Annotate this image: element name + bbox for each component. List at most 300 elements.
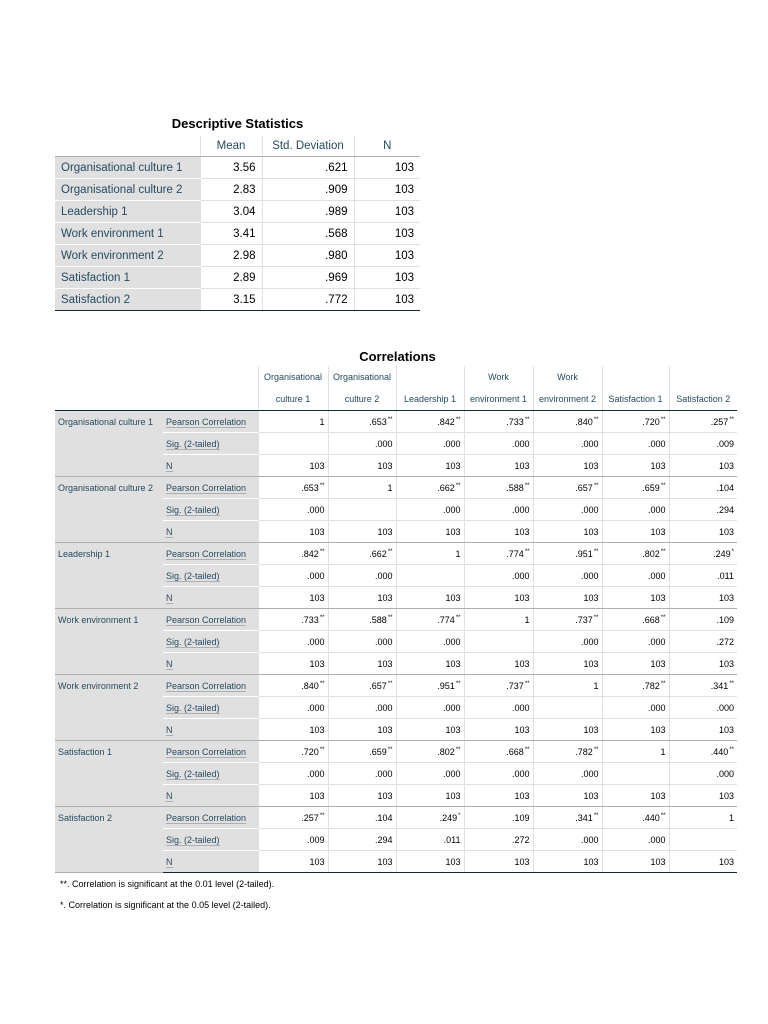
cell-sd: .772 [262, 289, 354, 311]
correlation-cell: .000 [464, 499, 533, 521]
correlation-cell: .000 [669, 697, 737, 719]
correlation-cell: 103 [464, 719, 533, 741]
significance-marker: ** [729, 680, 734, 687]
variable-label: Satisfaction 1 [55, 741, 163, 807]
correlation-cell: 103 [328, 455, 396, 477]
correlation-cell [602, 741, 669, 763]
correlation-cell: .000 [328, 763, 396, 785]
correlation-cell [464, 609, 533, 631]
correlation-value: .782 [575, 746, 593, 757]
correlation-cell: .000 [396, 763, 464, 785]
correlation-cell [258, 807, 328, 829]
significance-marker: ** [524, 416, 530, 423]
statistic-label [163, 499, 258, 521]
row-label: Satisfaction 2 [55, 289, 200, 311]
column-header [464, 366, 533, 411]
correlation-cell: 103 [258, 455, 328, 477]
correlation-cell: .000 [602, 829, 669, 851]
statistic-label [163, 411, 258, 433]
column-header [602, 366, 669, 411]
variable-label: Organisational culture 2 [55, 477, 163, 543]
cell-mean: 2.98 [200, 245, 262, 267]
correlation-value: .840 [301, 680, 319, 691]
correlation-value: .257 [301, 812, 319, 823]
statistic-label [163, 455, 258, 477]
correlation-cell [464, 631, 533, 653]
significance-marker: ** [387, 416, 393, 423]
correlation-cell [669, 807, 737, 829]
statistic-label [163, 521, 258, 543]
descriptive-row [55, 157, 420, 179]
correlation-value: .662 [437, 482, 455, 493]
significance-marker: ** [319, 812, 325, 819]
correlation-cell [464, 543, 533, 565]
correlation-cell: .000 [533, 499, 602, 521]
correlation-cell: 103 [328, 851, 396, 873]
statistic-label [163, 851, 258, 873]
correlation-value: .733 [506, 416, 524, 427]
correlation-cell: 103 [258, 719, 328, 741]
statistic-label [163, 741, 258, 763]
correlation-cell: 103 [602, 653, 669, 675]
cell-n: 103 [354, 267, 420, 289]
correlation-cell: 103 [258, 521, 328, 543]
correlation-cell: .000 [464, 697, 533, 719]
column-header-line-1: Organisational [263, 372, 323, 382]
significance-marker: ** [660, 548, 666, 555]
correlation-cell [258, 609, 328, 631]
correlation-cell: 103 [396, 587, 464, 609]
cell-n: 103 [354, 157, 420, 179]
correlation-cell: 103 [328, 521, 396, 543]
cell-sd: .989 [262, 201, 354, 223]
correlation-cell: .000 [396, 631, 464, 653]
correlation-value: .659 [642, 482, 660, 493]
correlation-cell: 103 [669, 455, 737, 477]
correlation-cell [669, 477, 737, 499]
correlation-cell: 103 [669, 785, 737, 807]
correlations-table [55, 366, 737, 873]
statistic-label-text: N [166, 460, 173, 471]
correlation-cell: 103 [602, 455, 669, 477]
variable-label: Work environment 1 [55, 609, 163, 675]
cell-sd: .621 [262, 157, 354, 179]
correlation-cell: 103 [328, 719, 396, 741]
correlation-value: .662 [369, 548, 387, 559]
correlation-cell: .000 [533, 631, 602, 653]
statistic-label-text: N [166, 658, 173, 669]
significance-marker: ** [524, 746, 530, 753]
correlation-value: .249 [713, 548, 731, 559]
correlations-title: Correlations [359, 349, 436, 364]
correlation-cell: 103 [533, 719, 602, 741]
correlation-cell [396, 609, 464, 631]
variable-label: Satisfaction 2 [55, 807, 163, 873]
statistic-label-text: N [166, 526, 173, 537]
row-label: Satisfaction 1 [55, 267, 200, 289]
cell-sd: .909 [262, 179, 354, 201]
row-label: Organisational culture 2 [55, 179, 200, 201]
correlation-cell: .000 [533, 829, 602, 851]
correlation-cell [328, 741, 396, 763]
footnote-005-level: *. Correlation is significant at the 0.05 level (2-tailed). [60, 900, 271, 910]
correlation-cell: 103 [533, 851, 602, 873]
correlation-cell: .000 [328, 565, 396, 587]
significance-marker: ** [387, 614, 393, 621]
correlation-value: 1 [660, 746, 666, 757]
correlation-cell: .000 [669, 763, 737, 785]
variable-label: Organisational culture 1 [55, 411, 163, 477]
correlation-cell: .000 [602, 697, 669, 719]
correlation-cell [533, 741, 602, 763]
correlation-value: .737 [575, 614, 593, 625]
correlation-cell [669, 675, 737, 697]
correlation-cell: 103 [328, 587, 396, 609]
correlation-cell: 103 [396, 851, 464, 873]
statistic-label-text: Pearson Correlation [166, 812, 247, 823]
column-header-line-1: Work [488, 372, 509, 382]
cell-mean: 3.56 [200, 157, 262, 179]
significance-marker: ** [660, 416, 666, 423]
significance-marker: ** [387, 548, 393, 555]
correlation-cell: .000 [396, 697, 464, 719]
significance-marker: ** [319, 548, 325, 555]
column-header-line-2: culture 2 [344, 394, 380, 404]
statistic-label-text: N [166, 592, 173, 603]
significance-marker: ** [593, 812, 599, 819]
correlation-cell: .272 [669, 631, 737, 653]
correlation-value: .257 [710, 416, 729, 427]
cell-mean: 3.04 [200, 201, 262, 223]
significance-marker: ** [387, 746, 393, 753]
correlation-cell [602, 477, 669, 499]
correlation-cell: 103 [464, 851, 533, 873]
correlation-cell: .000 [396, 433, 464, 455]
correlation-cell [533, 609, 602, 631]
correlation-cell: 103 [669, 851, 737, 873]
significance-marker: ** [593, 614, 599, 621]
significance-marker: ** [660, 812, 666, 819]
correlation-cell [328, 499, 396, 521]
significance-marker: ** [319, 482, 325, 489]
correlation-cell: 103 [464, 521, 533, 543]
correlation-value: .104 [716, 482, 734, 493]
column-header-line-2: environment 1 [469, 394, 528, 404]
column-header-line-2: Leadership 1 [403, 394, 457, 404]
correlation-cell: .000 [464, 433, 533, 455]
significance-marker: ** [593, 746, 599, 753]
correlation-cell [669, 411, 737, 433]
correlation-value: 1 [319, 416, 325, 427]
correlation-value: .659 [369, 746, 387, 757]
correlation-cell [669, 741, 737, 763]
significance-marker: ** [524, 482, 530, 489]
correlation-cell: .000 [602, 631, 669, 653]
descriptive-statistics-table [55, 136, 420, 311]
correlation-cell [602, 675, 669, 697]
statistic-label-text: Sig. (2-tailed) [166, 834, 220, 845]
statistic-label [163, 543, 258, 565]
correlation-row [55, 543, 737, 565]
correlation-cell [533, 543, 602, 565]
correlation-cell: 103 [464, 587, 533, 609]
correlation-value: .802 [437, 746, 455, 757]
significance-marker: ** [455, 680, 461, 687]
descriptive-row [55, 201, 420, 223]
correlation-value: .840 [575, 416, 593, 427]
correlation-cell: .000 [258, 763, 328, 785]
statistic-label [163, 829, 258, 851]
correlation-cell [602, 609, 669, 631]
correlation-cell: .000 [396, 499, 464, 521]
statistic-label [163, 807, 258, 829]
significance-marker: ** [729, 416, 734, 423]
correlation-cell: 103 [602, 851, 669, 873]
correlation-value: .733 [301, 614, 319, 625]
column-header-line-1: Organisational [332, 372, 392, 382]
column-header-line-2: Satisfaction 1 [608, 394, 663, 404]
footnote-001-level: **. Correlation is significant at the 0.01 level (2-tailed). [60, 879, 275, 889]
statistic-label [163, 675, 258, 697]
statistic-label [163, 653, 258, 675]
column-header-line-1: Work [557, 372, 578, 382]
correlation-value: .653 [369, 416, 387, 427]
correlation-value: 1 [524, 614, 530, 625]
row-label: Work environment 1 [55, 223, 200, 245]
variable-label: Leadership 1 [55, 543, 163, 609]
column-header-mean: Mean [200, 136, 262, 157]
correlation-value: 1 [728, 812, 734, 823]
corner-cell-variable [55, 366, 163, 411]
correlation-cell: 103 [258, 587, 328, 609]
correlation-cell: 103 [258, 785, 328, 807]
correlation-cell [396, 565, 464, 587]
correlation-value: .341 [710, 680, 729, 691]
correlation-cell: .000 [258, 565, 328, 587]
correlation-cell: 103 [328, 785, 396, 807]
correlation-value: .657 [369, 680, 387, 691]
significance-marker: ** [387, 680, 393, 687]
cell-mean: 3.41 [200, 223, 262, 245]
correlation-value: .720 [301, 746, 319, 757]
correlation-cell: 103 [602, 719, 669, 741]
correlation-cell: .000 [328, 433, 396, 455]
column-header [533, 366, 602, 411]
correlations-header-row [55, 366, 737, 411]
significance-marker: ** [319, 614, 325, 621]
correlation-value: .341 [575, 812, 593, 823]
cell-mean: 3.15 [200, 289, 262, 311]
cell-mean: 2.83 [200, 179, 262, 201]
significance-marker: * [458, 812, 461, 819]
column-header-std-deviation: Std. Deviation [262, 136, 354, 157]
correlation-cell [258, 477, 328, 499]
correlation-cell [464, 477, 533, 499]
correlation-cell: 103 [602, 785, 669, 807]
correlation-cell [464, 675, 533, 697]
correlation-cell [258, 543, 328, 565]
correlation-value: 1 [593, 680, 599, 691]
correlation-cell [602, 807, 669, 829]
correlation-cell [328, 807, 396, 829]
correlation-value: .842 [301, 548, 319, 559]
significance-marker: ** [455, 416, 461, 423]
correlation-cell: .000 [533, 763, 602, 785]
significance-marker: ** [455, 746, 461, 753]
correlation-cell [464, 807, 533, 829]
column-header-line-2: culture 1 [275, 394, 311, 404]
cell-sd: .969 [262, 267, 354, 289]
correlation-value: .109 [511, 812, 530, 823]
correlation-cell [258, 675, 328, 697]
correlation-cell [602, 543, 669, 565]
correlation-cell [669, 609, 737, 631]
column-header-line-2: environment 2 [538, 394, 597, 404]
correlation-cell [533, 675, 602, 697]
column-header-line-1 [400, 366, 461, 388]
correlation-cell [396, 411, 464, 433]
column-header-n: N [354, 136, 420, 157]
significance-marker: ** [524, 680, 530, 687]
significance-marker: ** [524, 548, 530, 555]
correlation-cell: 103 [602, 587, 669, 609]
correlation-cell [396, 477, 464, 499]
correlation-cell: .011 [669, 565, 737, 587]
correlation-cell: .000 [602, 433, 669, 455]
descriptive-corner-cell [55, 136, 200, 157]
correlation-value: .588 [369, 614, 387, 625]
correlation-cell: 103 [669, 521, 737, 543]
cell-n: 103 [354, 289, 420, 311]
correlation-cell [396, 741, 464, 763]
significance-marker: ** [660, 614, 666, 621]
statistic-label [163, 477, 258, 499]
correlation-value: .440 [642, 812, 660, 823]
statistic-label-text: Pearson Correlation [166, 680, 247, 691]
correlation-cell [464, 411, 533, 433]
significance-marker: ** [593, 548, 599, 555]
statistic-label [163, 631, 258, 653]
statistic-label-text: Pearson Correlation [166, 746, 247, 757]
statistic-label [163, 785, 258, 807]
row-label: Organisational culture 1 [55, 157, 200, 179]
correlation-cell: .011 [396, 829, 464, 851]
correlation-cell: .000 [464, 565, 533, 587]
correlation-cell: 103 [533, 785, 602, 807]
variable-label: Work environment 2 [55, 675, 163, 741]
cell-n: 103 [354, 179, 420, 201]
column-header [328, 366, 396, 411]
correlation-cell [328, 675, 396, 697]
correlation-cell [328, 411, 396, 433]
correlation-cell [258, 411, 328, 433]
correlation-cell: 103 [464, 653, 533, 675]
correlation-cell: .009 [669, 433, 737, 455]
descriptive-row [55, 289, 420, 311]
column-header [669, 366, 737, 411]
correlation-cell: 103 [396, 785, 464, 807]
correlation-cell [533, 477, 602, 499]
correlation-row [55, 411, 737, 433]
correlation-cell: 103 [396, 719, 464, 741]
correlation-row [55, 609, 737, 631]
statistic-label-text: Pearson Correlation [166, 548, 247, 559]
correlation-value: .737 [506, 680, 524, 691]
correlation-cell: 103 [533, 653, 602, 675]
correlation-cell: 103 [533, 455, 602, 477]
statistic-label [163, 763, 258, 785]
correlation-cell [533, 411, 602, 433]
cell-n: 103 [354, 201, 420, 223]
descriptive-statistics-title: Descriptive Statistics [171, 116, 304, 131]
correlation-cell [328, 609, 396, 631]
significance-marker: ** [455, 482, 461, 489]
correlation-cell: 103 [396, 455, 464, 477]
correlation-cell [328, 477, 396, 499]
correlation-cell [258, 741, 328, 763]
correlation-value: 1 [387, 482, 393, 493]
correlation-cell [602, 763, 669, 785]
correlation-cell: .294 [669, 499, 737, 521]
row-label: Work environment 2 [55, 245, 200, 267]
correlation-cell: .000 [533, 433, 602, 455]
correlation-value: .782 [642, 680, 660, 691]
row-label: Leadership 1 [55, 201, 200, 223]
descriptive-row [55, 223, 420, 245]
statistic-label-text: Sig. (2-tailed) [166, 504, 220, 515]
statistic-label-text: Sig. (2-tailed) [166, 636, 220, 647]
correlation-cell [396, 675, 464, 697]
correlation-cell [258, 433, 328, 455]
statistic-label [163, 697, 258, 719]
significance-marker: ** [319, 746, 325, 753]
correlation-cell [328, 543, 396, 565]
correlation-value: .720 [642, 416, 660, 427]
correlation-cell: .000 [258, 631, 328, 653]
cell-sd: .568 [262, 223, 354, 245]
correlation-cell: .000 [533, 565, 602, 587]
correlation-cell: 103 [669, 653, 737, 675]
statistic-label [163, 609, 258, 631]
correlation-cell: 103 [533, 587, 602, 609]
statistic-label-text: Sig. (2-tailed) [166, 768, 220, 779]
statistic-label-text: Pearson Correlation [166, 416, 247, 427]
correlation-cell [396, 543, 464, 565]
significance-marker: ** [729, 746, 734, 753]
correlation-value: .440 [710, 746, 729, 757]
significance-marker: ** [319, 680, 325, 687]
correlation-row [55, 807, 737, 829]
statistic-label-text: Sig. (2-tailed) [166, 438, 220, 449]
correlation-value: .104 [374, 812, 393, 823]
descriptive-row [55, 267, 420, 289]
correlation-cell [464, 741, 533, 763]
correlation-value: .653 [301, 482, 319, 493]
correlation-cell: 103 [258, 851, 328, 873]
cell-n: 103 [354, 223, 420, 245]
cell-mean: 2.89 [200, 267, 262, 289]
correlation-cell: .009 [258, 829, 328, 851]
correlation-cell: 103 [464, 455, 533, 477]
correlation-cell: .000 [258, 499, 328, 521]
descriptive-row [55, 179, 420, 201]
column-header [396, 366, 464, 411]
correlation-cell: .000 [602, 565, 669, 587]
descriptive-row [55, 245, 420, 267]
correlation-value: .951 [437, 680, 455, 691]
significance-marker: ** [455, 614, 461, 621]
correlation-cell [669, 829, 737, 851]
